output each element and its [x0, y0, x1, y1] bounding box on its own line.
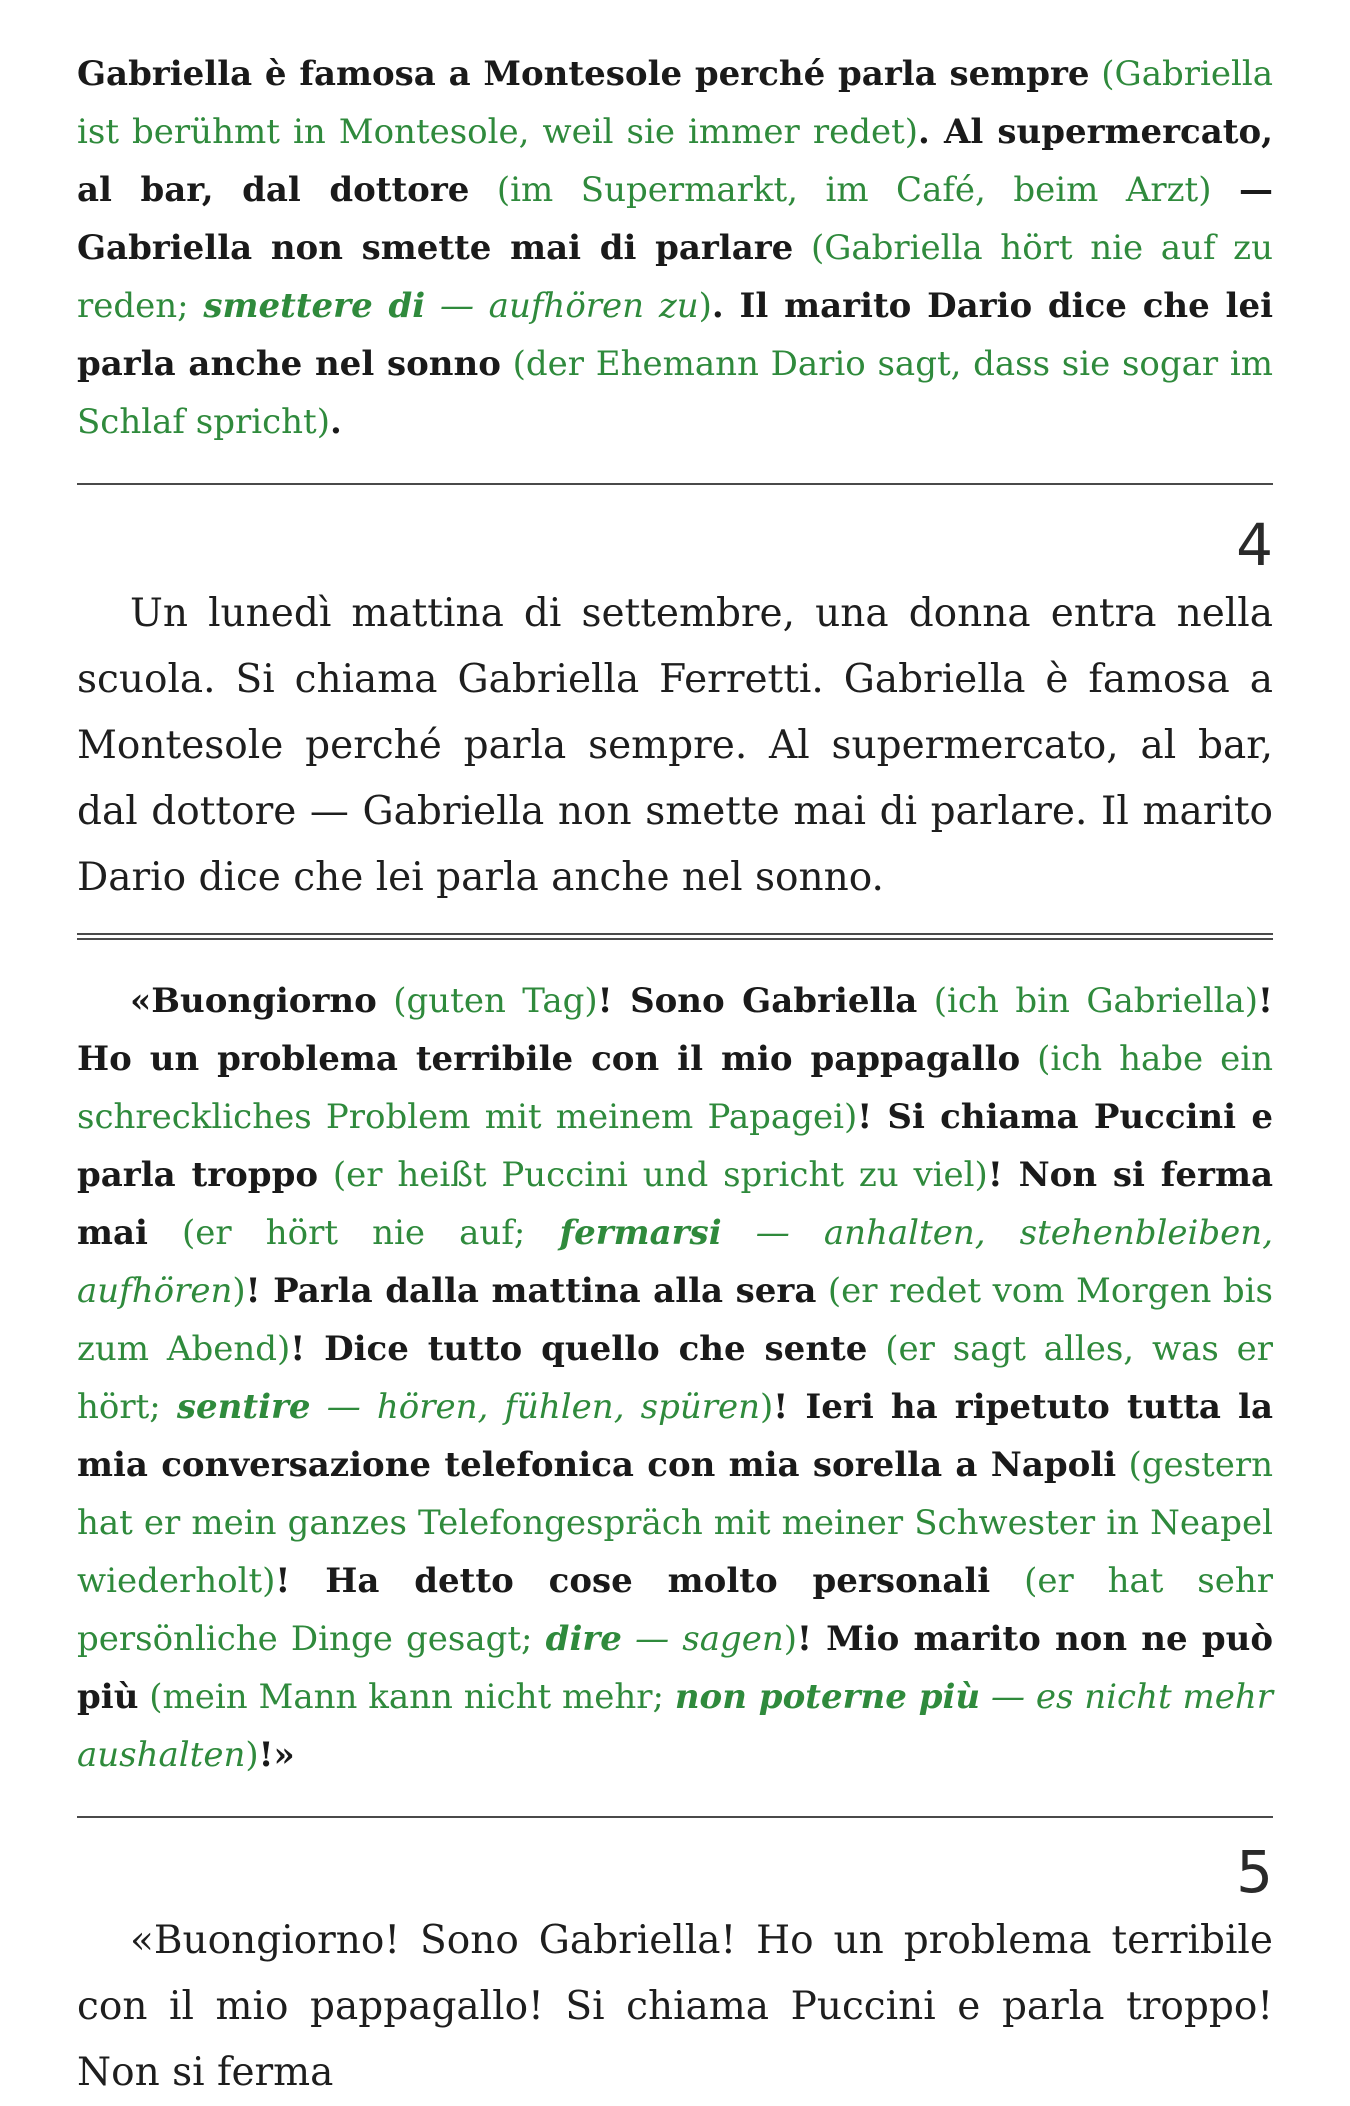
italian-text: Gabriella è famosa a Montesole perché parla sempre: [77, 54, 1090, 94]
german-translation: (Gabriella hört nie auf zu reden;: [77, 228, 1273, 326]
plain-paragraph-4: Un lunedì mattina di settembre, una donna entra nella scuola. Si chiama Gabriella Ferretti. Gabriella è famosa a Montesole perché parla sempre. Al supermercato, al bar, dal dottore — Gabriella non smette mai di parlare. Il marito Dario dice che lei parla anche nel sonno.: [77, 591, 1273, 900]
italian-text: ! Dice tutto quello che sente: [290, 1329, 868, 1369]
vocabulary-definition: — aufhören zu: [439, 286, 699, 326]
vocabulary-term: sentire: [176, 1387, 311, 1427]
italian-text: ! Si chiama Puccini e parla troppo: [77, 1097, 1273, 1195]
german-translation: (er hört nie auf;: [182, 1213, 526, 1253]
plain-paragraph-5: «Buongiorno! Sono Gabriella! Ho un problema terribile con il mio pappagallo! Si chiama Puccini e parla troppo! Non si ferma: [77, 1918, 1273, 2095]
italian-text: ! Ieri ha ripetuto tutta la mia conversazione telefonica con mia sorella a Napoli: [77, 1387, 1273, 1485]
german-translation: ): [783, 1619, 798, 1659]
vocabulary-definition: — sagen: [635, 1619, 784, 1659]
annotated-paragraph-1: [77, 45, 1273, 451]
german-translation: ): [760, 1387, 774, 1427]
german-translation: ): [245, 1735, 259, 1775]
italian-text: !»: [258, 1735, 295, 1775]
italian-text: ! Sono Gabriella: [597, 981, 918, 1021]
italian-text: . Il marito Dario dice che lei parla anche nel sonno: [77, 286, 1273, 384]
section-number-4: 4: [1236, 511, 1273, 579]
vocabulary-definition: — es nicht mehr aushalten: [77, 1677, 1274, 1775]
annotated-paragraph-2: [77, 972, 1273, 1784]
vocabulary-term: fermarsi: [559, 1213, 722, 1253]
italian-text: ! Ho un problema terribile con il mio pappagallo: [77, 981, 1273, 1079]
german-translation: ): [698, 286, 712, 326]
german-translation: (ich bin Gabriella): [933, 981, 1259, 1021]
section-number-5: 5: [1236, 1838, 1273, 1906]
german-translation: (er redet vom Morgen bis zum Abend): [77, 1271, 1273, 1369]
italian-text: — Gabriella non smette mai di parlare: [77, 170, 1273, 268]
german-translation: (er heißt Puccini und spricht zu viel): [332, 1155, 988, 1195]
german-translation: (gestern hat er mein ganzes Telefongespräch mit meiner Schwester in Neapel wiederholt): [77, 1445, 1273, 1601]
italian-text: ! Mio marito non ne può più: [77, 1619, 1273, 1717]
german-translation: (mein Mann kann nicht mehr;: [149, 1677, 664, 1717]
vocabulary-definition: — anhalten, stehenbleiben, aufhören: [77, 1213, 1274, 1311]
vocabulary-term: dire: [545, 1619, 622, 1659]
german-translation: (im Supermarkt, im Café, beim Arzt): [496, 170, 1212, 210]
double-separator: [77, 933, 1273, 940]
italian-text: ! Ha detto cose molto personali: [275, 1561, 991, 1601]
vocabulary-term: non poterne più: [674, 1677, 981, 1717]
german-translation: (ich habe ein schreckliches Problem mit meinem Papagei): [77, 1039, 1273, 1137]
german-translation: ): [232, 1271, 246, 1311]
german-translation: (Gabriella ist berühmt in Montesole, weil sie immer redet): [77, 54, 1273, 152]
italian-text: ! Non si ferma mai: [77, 1155, 1273, 1253]
german-translation: (der Ehemann Dario sagt, dass sie sogar im Schlaf spricht): [77, 344, 1273, 442]
vocabulary-definition: — hören, fühlen, spüren: [326, 1387, 761, 1427]
italian-text: .: [329, 402, 342, 442]
german-translation: (guten Tag): [393, 981, 598, 1021]
italian-text: . Al supermercato, al bar, dal dottore: [77, 112, 1273, 210]
vocabulary-term: smettere di: [203, 286, 426, 326]
italian-text: ! Parla dalla mattina alla sera: [245, 1271, 817, 1311]
german-translation: (er sagt alles, was er hört;: [77, 1329, 1274, 1427]
italian-text: «Buongiorno: [130, 981, 377, 1021]
german-translation: (er hat sehr persönliche Dinge gesagt;: [77, 1561, 1273, 1659]
